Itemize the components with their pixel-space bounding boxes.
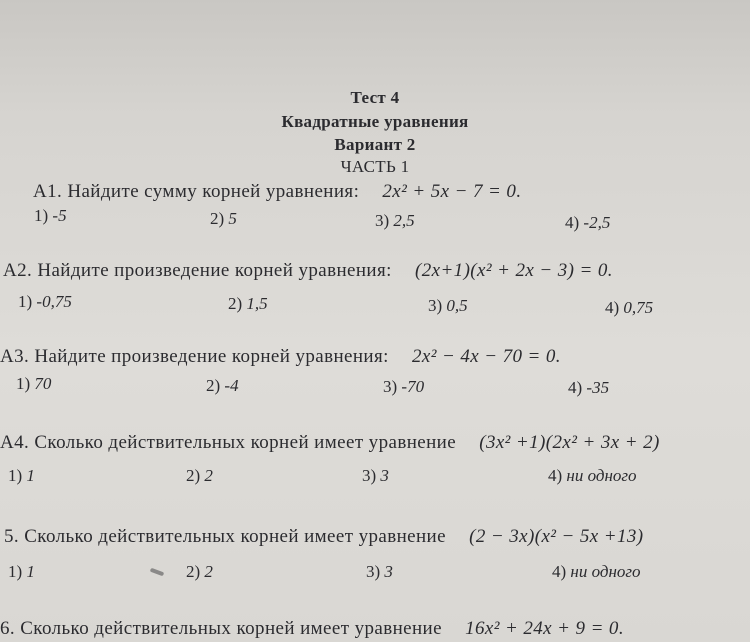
- question-label: А2.: [3, 260, 33, 281]
- part-label: ЧАСТЬ 1: [340, 157, 410, 176]
- answer-a4-1: 1) 1: [8, 466, 35, 485]
- test-number: Тест 4: [350, 88, 400, 107]
- answer-a2-3: 3) 0,5: [428, 296, 468, 315]
- answer-a1-1: 1) -5: [34, 206, 67, 225]
- variant-label: Вариант 2: [334, 135, 416, 154]
- question-text: Сколько действительных корней имеет уравнение: [20, 618, 442, 639]
- answer-a1-3: 3) 2,5: [375, 211, 415, 230]
- question-a6: [0, 618, 624, 640]
- question-label: А1.: [33, 181, 63, 202]
- question-text: Сколько действительных корней имеет уравнение: [24, 526, 446, 547]
- question-equation: (3x² +1)(2x² + 3x + 2): [479, 432, 660, 453]
- question-equation: 2x² − 4x − 70 = 0.: [411, 346, 561, 367]
- question-a3: [0, 346, 561, 368]
- question-a4: [0, 432, 660, 454]
- answer-a4-3: 3) 3: [362, 466, 389, 485]
- answer-a5-4: 4) ни одного: [552, 562, 641, 581]
- question-label: А3.: [0, 346, 30, 367]
- question-label: А4.: [0, 432, 30, 453]
- pen-mark: [150, 568, 165, 577]
- question-a5: [4, 526, 644, 548]
- question-label: 5.: [4, 526, 20, 547]
- answer-a4-4: 4) ни одного: [548, 466, 637, 485]
- question-text: Сколько действительных корней имеет уравнение: [34, 432, 457, 453]
- answer-a1-4: 4) -2,5: [565, 213, 611, 232]
- answer-a2-2: 2) 1,5: [228, 294, 268, 313]
- question-text: Найдите сумму корней уравнения:: [67, 181, 360, 202]
- answer-a5-2: 2) 2: [186, 562, 213, 581]
- answer-a3-3: 3) -70: [383, 377, 425, 396]
- answer-a1-2: 2) 5: [210, 209, 237, 228]
- answer-a4-2: 2) 2: [186, 466, 213, 485]
- question-text: Найдите произведение корней уравнения:: [34, 346, 389, 367]
- answer-a5-1: 1) 1: [8, 562, 35, 581]
- question-text: Найдите произведение корней уравнения:: [37, 260, 392, 281]
- question-a2: [3, 260, 613, 282]
- question-equation: 16x² + 24x + 9 = 0.: [465, 618, 624, 639]
- question-label: 6.: [0, 618, 16, 639]
- answer-a3-4: 4) -35: [568, 378, 610, 397]
- answer-a5-3: 3) 3: [366, 562, 393, 581]
- question-a1: [33, 181, 521, 203]
- question-equation: (2 − 3x)(x² − 5x +13): [469, 526, 644, 547]
- question-equation: 2x² + 5x − 7 = 0.: [382, 181, 522, 202]
- answer-a3-2: 2) -4: [206, 376, 239, 395]
- answer-a3-1: 1) 70: [16, 374, 52, 393]
- answer-a2-1: 1) -0,75: [18, 292, 72, 311]
- topic-title: Квадратные уравнения: [281, 112, 469, 131]
- answer-a2-4: 4) 0,75: [605, 298, 654, 317]
- question-equation: (2x+1)(x² + 2x − 3) = 0.: [414, 260, 613, 281]
